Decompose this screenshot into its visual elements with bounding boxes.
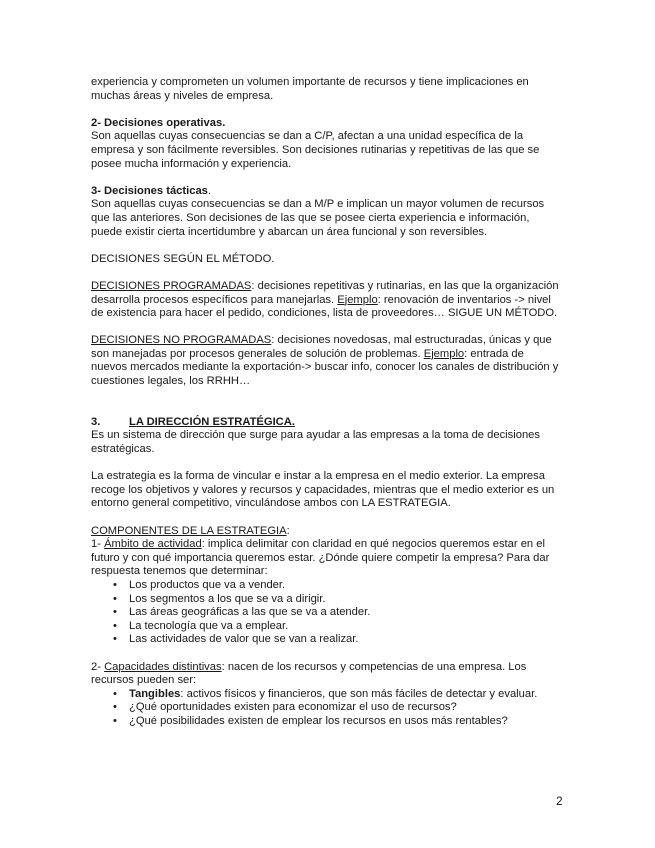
capacidades-text: : nacen de los recursos y competencias de una empresa. Los recursos pueden ser: [91,660,527,687]
section3-number: 3. [91,415,101,428]
metodo-heading: DECISIONES SEGÚN EL MÉTODO. [91,252,275,265]
tangibles-text: : activos físicos y financieros, que son más fáciles de detectar y evaluar. [180,687,538,700]
list-item: • La tecnología que va a emplear. [91,620,563,634]
capacidades-label: Capacidades distintivas [104,660,222,673]
ambito-label: Ámbito de actividad [104,538,202,551]
tacticas-title-line [91,185,563,199]
tacticas-body: Son aquellas cuyas consecuencias se dan a M/P e implican un mayor volumen de recursos que las anteriores. Son decisiones de las que se posee cierta experiencia e información, puede existir cierta incertidumbre y abarcan un área funcional y son reversibles. [91,198,545,238]
no-programadas-ejemplo: Ejemplo [423,347,465,360]
tacticas-title: 3- Decisiones tácticas [91,184,208,197]
programadas-paragraph [91,280,563,321]
componentes-heading: COMPONENTES DE LA ESTRATEGIA [91,524,287,537]
programadas-text2: : renovación de inventarios -> nivel de existencia para hacer el pedido, condiciones, lista de proveedores… SIGUE UN MÉTODO. [91,293,558,320]
componentes-heading-suffix: : [286,524,290,537]
ambito-text: : implica delimitar con claridad en qué negocios queremos estar en el futuro y con qué importancia queremos estar. ¿Dónde quiere competir la empresa? Para dar respuesta tenemos que determinar: [91,538,550,578]
componentes-heading-line [91,525,563,539]
operativas-body: Son aquellas cuyas consecuencias se dan a C/P, afectan a una unidad específica de la empresa y son fácilmente reversibles. Son decisiones rutinarias y repetitivas de las que se posee mucha información y experiencia. [91,130,540,170]
no-programadas-paragraph [91,334,563,388]
list-item: • ¿Qué oportunidades existen para economizar el uso de recursos? [91,701,563,715]
ambito-list [91,579,563,647]
section3-heading [91,416,563,430]
no-programadas-text1: : decisiones novedosas, mal estructuradas, únicas y que son manejadas por procesos generales de solución de problemas. [91,334,552,360]
list-item: • ¿Qué posibilidades existen de emplear los recursos en usos más rentables? [91,715,563,729]
intro-paragraph: experiencia y comprometen un volumen importante de recursos y tiene implicaciones en muchas áreas y niveles de empresa. [91,76,529,102]
section3-para2: La estrategia es la forma de vincular e instar a la empresa en el medio exterior. La empresa recoge los objetivos y valores y recursos y capacidades, mientras que el medio exterior es un entorno general competitivo, vinculándose ambos con LA ESTRATEGIA. [91,470,555,510]
capacidades-paragraph [91,661,563,688]
page-number: 2 [556,794,563,808]
no-programadas-text2: : entrada de nuevos mercados mediante la exportación-> buscar info, conocer los canales de distribución y cuestiones legales, los RRHH… [91,347,559,388]
section3-para1: Es un sistema de dirección que surge para ayudar a las empresas a la toma de decisiones estratégicas. [91,429,540,456]
list-item-tangibles [91,688,563,702]
programadas-label: DECISIONES PROGRAMADAS [91,279,252,292]
operativas-title: 2- Decisiones operativas. [91,116,226,129]
programadas-text1: : decisiones repetitivas y rutinarias, en las que la organización desarrolla procesos específicos para manejarlas. [91,279,559,306]
list-item: • Los segmentos a los que se va a dirigir. [91,593,563,607]
section3-title: LA DIRECCIÓN ESTRATÉGICA. [129,415,295,428]
capacidades-prefix: 2- [91,660,105,673]
capacidades-list [91,688,563,729]
programadas-ejemplo: Ejemplo [337,293,378,306]
tacticas-title-suffix: . [207,184,212,197]
list-item: • Las actividades de valor que se van a realizar. [91,633,563,647]
list-item: • Los productos que va a vender. [91,579,563,593]
ambito-paragraph [91,538,563,579]
list-item: • Las áreas geográficas a las que se va a atender. [91,606,563,620]
tangibles-label: Tangibles [129,687,181,700]
ambito-prefix: 1- [91,538,105,551]
no-programadas-label: DECISIONES NO PROGRAMADAS [91,334,272,347]
